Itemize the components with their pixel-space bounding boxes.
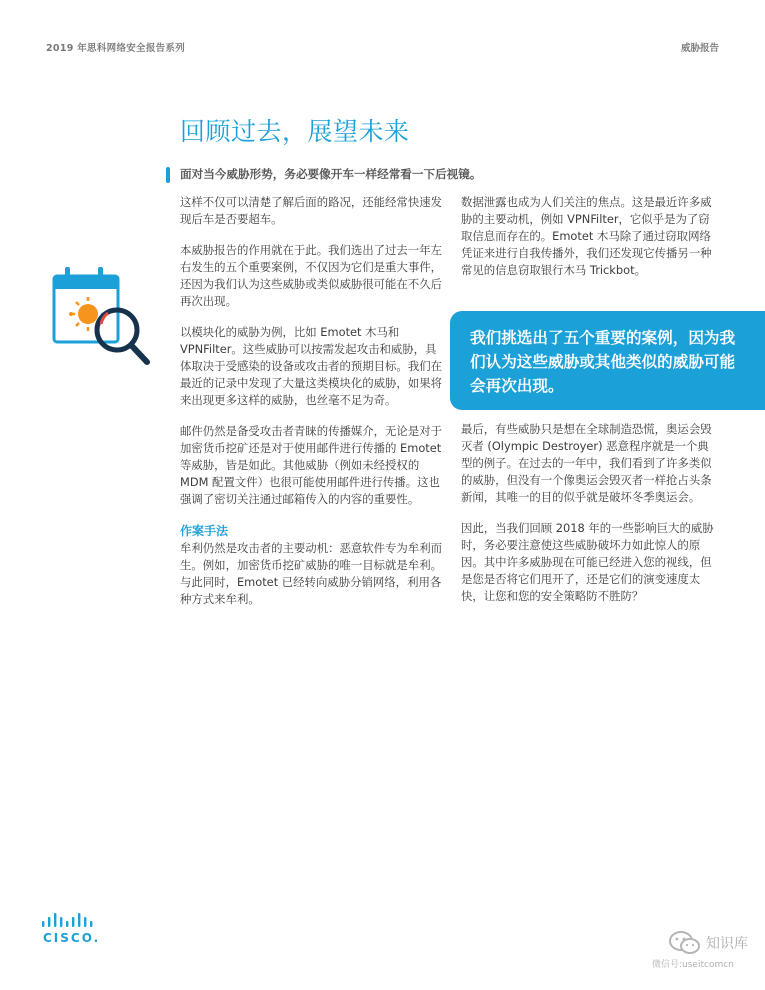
calendar-icon bbox=[54, 267, 118, 342]
right-column-top bbox=[461, 194, 715, 293]
paragraph: 这样不仅可以清楚了解后面的路况，还能经常快速发现后车是否要超车。 bbox=[180, 195, 442, 226]
page-title: 回顾过去，展望未来 bbox=[180, 117, 410, 146]
left-column bbox=[180, 194, 442, 622]
section-heading: 作案手法 bbox=[180, 524, 229, 538]
header-section: 威胁报告 bbox=[680, 43, 719, 54]
subtitle-accent-bar bbox=[166, 167, 170, 183]
paragraph: 最后，有些威胁只是想在全球制造恐慌，奥运会毁灭者 (Olympic Destroyer) 恶意程序就是一个典型的例子。在过去的一年中，我们看到了许多类似的威胁，但没有一个像奥运会毁灭者一样抢占头条新闻，其唯一的目的似乎就是破坏冬季奥运会。 bbox=[461, 422, 712, 504]
calendar-magnifier-illustration bbox=[52, 264, 152, 374]
paragraph: 以模块化的威胁为例，比如 Emotet 木马和 VPNFilter。这些威胁可以按需发起攻击和威胁，具体取决于受感染的设备或攻击者的预期目标。我们在最近的记录中发现了大量这类模块化的威胁，如果将来出现更多这样的威胁，也丝毫不足为奇。 bbox=[180, 325, 442, 407]
cisco-logo-bars bbox=[40, 912, 104, 930]
page-subtitle: 面对当今威胁形势，务必要像开车一样经常看一下后视镜。 bbox=[180, 167, 482, 181]
paragraph: 本威胁报告的作用就在于此。我们选出了过去一年左右发生的五个重要案例，不仅因为它们是重大事件，还因为我们认为这些威胁或类似威胁很可能在不久后再次出现。 bbox=[180, 243, 442, 308]
paragraph: 因此，当我们回顾 2018 年的一些影响巨大的威胁时，务必要注意使这些威胁破坏力如此惊人的原因。其中许多威胁现在可能已经进入您的视线，但是您是否将它们甩开了，还是它们的演变速度太快，让您和您的安全策略防不胜防？ bbox=[461, 521, 714, 603]
paragraph: 牟利仍然是攻击者的主要动机：恶意软件专为牟利而生。例如，加密货币挖矿威胁的唯一目标就是牟利。与此同时，Emotet 已经转向威胁分销网络，利用各种方式来牟利。 bbox=[180, 541, 442, 606]
watermark-subtitle: 微信号:useitcomcn bbox=[652, 960, 734, 970]
pull-quote-callout: 我们挑选出了五个重要的案例，因为我们认为这些威胁或其他类似的威胁可能会再次出现。 bbox=[450, 311, 765, 410]
wechat-icon bbox=[668, 930, 702, 956]
paragraph: 邮件仍然是备受攻击者青睐的传播媒介，无论是对于加密货币挖矿还是对于使用邮件进行传播的 Emotet 等威胁，皆是如此。其他威胁（例如未经授权的 MDM 配置文件）也很可能使用邮件进行传播。这也强调了密切关注通过邮箱传入的内容的重要性。 bbox=[180, 424, 442, 506]
watermark-name: 知识库 bbox=[706, 936, 748, 952]
header-series: 2019 年思科网络安全报告系列 bbox=[46, 43, 186, 54]
paragraph: 数据泄露也成为人们关注的焦点。这是最近许多威胁的主要动机，例如 VPNFilter，它似乎是为了窃取信息而存在的。Emotet 木马除了通过窃取网络凭证来进行自我传播外，我们还发现它传播另一种常见的信息窃取银行木马 Trickbot。 bbox=[461, 195, 712, 277]
right-column-bottom bbox=[461, 421, 715, 619]
cisco-logo: CISCO. bbox=[43, 931, 101, 945]
